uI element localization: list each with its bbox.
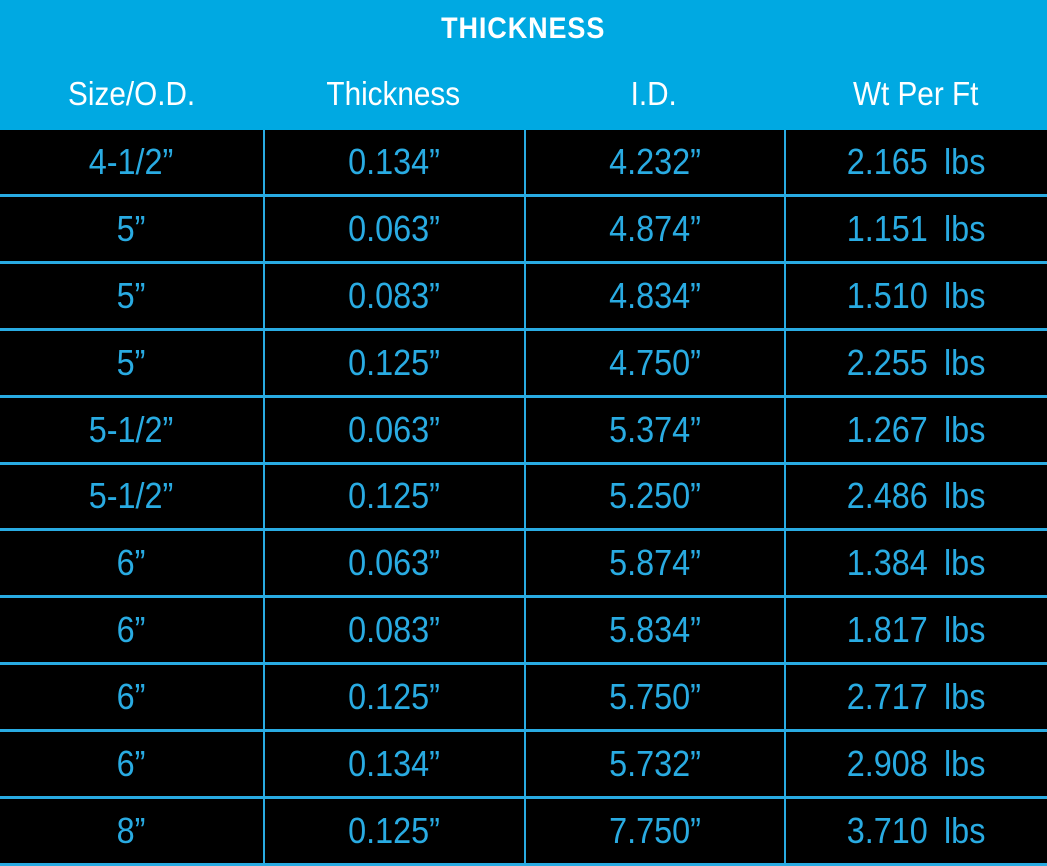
table-cell bbox=[263, 799, 524, 863]
table-row bbox=[0, 595, 1047, 662]
column-header-label: I.D. bbox=[630, 75, 678, 112]
cell-text: 6” bbox=[117, 609, 146, 651]
column-header-label: Thickness bbox=[326, 75, 461, 112]
cell-text: 5.374” bbox=[609, 408, 701, 450]
table-row bbox=[0, 462, 1047, 529]
table-cell bbox=[784, 398, 1047, 462]
table-row bbox=[0, 528, 1047, 595]
table-row bbox=[0, 194, 1047, 261]
table-title: THICKNESS bbox=[441, 12, 606, 45]
table-cell bbox=[0, 264, 263, 328]
table-cell bbox=[0, 197, 263, 261]
table-cell bbox=[524, 465, 784, 529]
column-headers bbox=[0, 58, 1047, 130]
cell-text: 0.125” bbox=[348, 676, 441, 718]
column-header-thickness bbox=[263, 75, 524, 113]
cell-text: 2.908 lbs bbox=[847, 743, 986, 785]
table-cell bbox=[0, 465, 263, 529]
cell-text: 0.134” bbox=[348, 743, 441, 785]
cell-text: 4-1/2” bbox=[89, 140, 174, 182]
cell-text: 5” bbox=[117, 341, 146, 383]
cell-text: 1.510 lbs bbox=[847, 274, 986, 316]
table-cell bbox=[784, 732, 1047, 796]
table-row bbox=[0, 796, 1047, 866]
cell-text: 3.710 lbs bbox=[847, 810, 986, 852]
table-cell bbox=[263, 598, 524, 662]
cell-text: 4.750” bbox=[609, 341, 701, 383]
table-cell bbox=[524, 732, 784, 796]
table-cell bbox=[784, 598, 1047, 662]
table-cell bbox=[263, 398, 524, 462]
table-cell bbox=[263, 665, 524, 729]
cell-text: 0.083” bbox=[348, 609, 441, 651]
table-cell bbox=[524, 799, 784, 863]
table-cell bbox=[524, 130, 784, 194]
column-header-label: Wt Per Ft bbox=[852, 75, 979, 112]
table-cell bbox=[0, 531, 263, 595]
table-cell bbox=[0, 130, 263, 194]
table-cell bbox=[524, 197, 784, 261]
table-row bbox=[0, 662, 1047, 729]
cell-text: 5-1/2” bbox=[89, 408, 174, 450]
cell-text: 4.874” bbox=[609, 207, 701, 249]
cell-text: 1.384 lbs bbox=[847, 542, 986, 584]
cell-text: 0.134” bbox=[348, 140, 441, 182]
table-cell bbox=[784, 531, 1047, 595]
column-header-label: Size/O.D. bbox=[67, 75, 196, 112]
cell-text: 2.165 lbs bbox=[847, 140, 986, 182]
cell-text: 0.063” bbox=[348, 207, 441, 249]
table-cell bbox=[263, 264, 524, 328]
table-cell bbox=[524, 665, 784, 729]
table-body bbox=[0, 130, 1047, 866]
table-cell bbox=[524, 264, 784, 328]
table-cell bbox=[784, 130, 1047, 194]
table-row bbox=[0, 395, 1047, 462]
cell-text: 5-1/2” bbox=[89, 475, 174, 517]
table-cell bbox=[263, 331, 524, 395]
cell-text: 1.151 lbs bbox=[847, 207, 986, 249]
table-row bbox=[0, 729, 1047, 796]
table-row bbox=[0, 328, 1047, 395]
cell-text: 6” bbox=[117, 743, 146, 785]
table-cell bbox=[784, 665, 1047, 729]
column-header-id bbox=[524, 75, 784, 113]
table-cell bbox=[524, 531, 784, 595]
cell-text: 5” bbox=[117, 274, 146, 316]
table-cell bbox=[0, 398, 263, 462]
table-cell bbox=[784, 799, 1047, 863]
table-cell bbox=[784, 331, 1047, 395]
cell-text: 7.750” bbox=[609, 810, 701, 852]
cell-text: 0.125” bbox=[348, 475, 441, 517]
cell-text: 1.267 lbs bbox=[847, 408, 986, 450]
table-header bbox=[0, 0, 1047, 130]
table-row bbox=[0, 130, 1047, 194]
table-cell bbox=[263, 130, 524, 194]
table-row bbox=[0, 261, 1047, 328]
cell-text: 5.750” bbox=[609, 676, 701, 718]
cell-text: 5.250” bbox=[609, 475, 701, 517]
table-cell bbox=[524, 331, 784, 395]
cell-text: 2.717 lbs bbox=[847, 676, 986, 718]
table-cell bbox=[784, 264, 1047, 328]
cell-text: 5.732” bbox=[609, 743, 701, 785]
table-cell bbox=[263, 197, 524, 261]
cell-text: 1.817 lbs bbox=[847, 609, 986, 651]
table-cell bbox=[263, 465, 524, 529]
table-cell bbox=[0, 331, 263, 395]
cell-text: 0.063” bbox=[348, 542, 441, 584]
cell-text: 6” bbox=[117, 676, 146, 718]
table-cell bbox=[524, 398, 784, 462]
cell-text: 4.232” bbox=[609, 140, 701, 182]
title-row bbox=[0, 0, 1047, 58]
cell-text: 0.063” bbox=[348, 408, 441, 450]
column-header-wt-per-ft bbox=[784, 75, 1047, 113]
table-cell bbox=[263, 732, 524, 796]
cell-text: 5.874” bbox=[609, 542, 701, 584]
table-cell bbox=[0, 665, 263, 729]
table-cell bbox=[263, 531, 524, 595]
column-header-size-od bbox=[0, 75, 263, 113]
table-cell bbox=[784, 197, 1047, 261]
cell-text: 6” bbox=[117, 542, 146, 584]
table-cell bbox=[0, 732, 263, 796]
table-cell bbox=[0, 598, 263, 662]
cell-text: 0.125” bbox=[348, 341, 441, 383]
cell-text: 8” bbox=[117, 810, 146, 852]
cell-text: 2.486 lbs bbox=[847, 475, 986, 517]
table-cell bbox=[0, 799, 263, 863]
cell-text: 5” bbox=[117, 207, 146, 249]
cell-text: 2.255 lbs bbox=[847, 341, 986, 383]
cell-text: 0.083” bbox=[348, 274, 441, 316]
table-cell bbox=[784, 465, 1047, 529]
cell-text: 4.834” bbox=[609, 274, 701, 316]
table-cell bbox=[524, 598, 784, 662]
cell-text: 5.834” bbox=[609, 609, 701, 651]
cell-text: 0.125” bbox=[348, 810, 441, 852]
